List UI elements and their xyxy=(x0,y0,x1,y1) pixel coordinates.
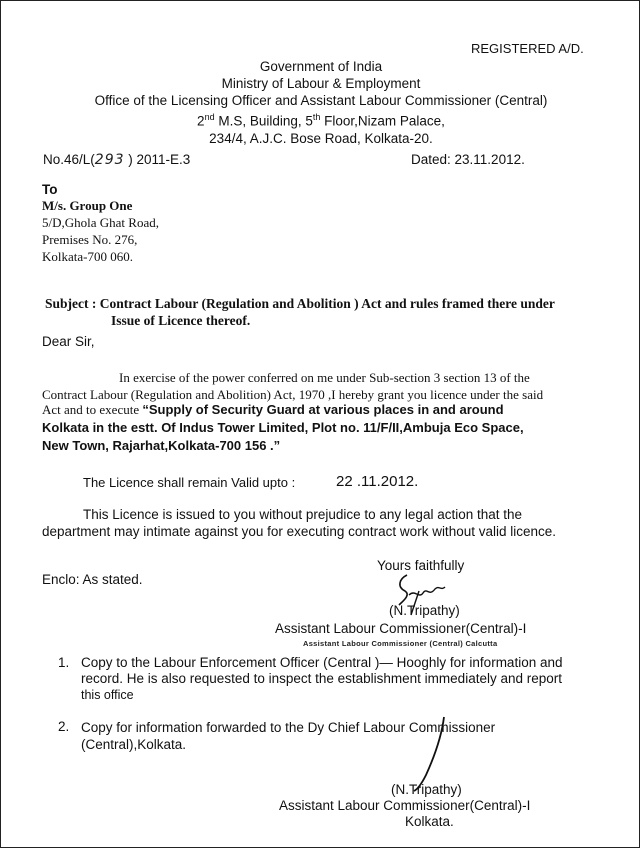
addressee-name: M/s. Group One xyxy=(42,198,133,213)
signatory-name-1: (N.Tripathy) xyxy=(389,603,460,618)
body-para3-line2: department may intimate against you for executing contract work without valid licence. xyxy=(42,524,557,539)
signatory-title-2: Assistant Labour Commissioner(Central)-I xyxy=(279,798,531,813)
copy-1-number: 1. xyxy=(58,655,70,670)
letterhead-office: Office of the Licensing Officer and Assistant Labour Commissioner (Central) xyxy=(94,93,548,108)
copy-2-number: 2. xyxy=(58,719,70,734)
copy-2-text: Copy for information forwarded to the Dy Chief Labour Commissioner (Central),Kolkata. xyxy=(81,720,496,752)
registered-ad-label: REGISTERED A/D. xyxy=(471,41,584,56)
reference-handwritten: 293 xyxy=(94,152,125,168)
copy-1-text: Copy to the Labour Enforcement Officer (Central )— Hooghly for information and record. He is also requested to inspect the establishment immediately and report this office xyxy=(81,655,563,702)
validity-label: The Licence shall remain Valid upto : xyxy=(83,475,296,490)
salutation: Dear Sir, xyxy=(42,334,95,349)
body-para1-line3: Act and to execute “Supply of Security Guard at various places in and around xyxy=(42,402,504,417)
to-label: To xyxy=(42,182,58,197)
yours-faithfully: Yours faithfully xyxy=(377,558,465,573)
addressee-address: 5/D,Ghola Ghat Road, Premises No. 276, Kolkata-700 060. xyxy=(42,215,159,264)
body-para1-line2: Contract Labour (Regulation and Abolition) Act, 1970 ,I hereby grant you licence under the said xyxy=(42,387,544,402)
licence-scope-3: New Town, Rajarhat,Kolkata-700 156 .” xyxy=(42,438,281,453)
signatory-place: Kolkata. xyxy=(405,814,454,829)
licence-scope-2: Kolkata in the estt. Of Indus Tower Limited, Plot no. 11/F/II,Ambuja Eco Space, xyxy=(42,420,524,435)
signatory-title-1: Assistant Labour Commissioner(Central)-I xyxy=(275,621,527,636)
office-stamp: Assistant Labour Commissioner (Central) Calcutta xyxy=(303,639,498,648)
body-para1-line1: In exercise of the power conferred on me under Sub-section 3 section 13 of the xyxy=(119,370,530,385)
body-para3-line1: This Licence is issued to you without prejudice to any legal action that the xyxy=(83,507,523,522)
letterhead-government: Government of India xyxy=(259,59,383,74)
letterhead xyxy=(1,58,641,147)
licence-scope-1: “Supply of Security Guard at various places in and around xyxy=(142,402,504,417)
subject-line-2: Issue of Licence thereof. xyxy=(111,313,251,328)
enclosure-note: Enclo: As stated. xyxy=(42,572,143,587)
reference-number: No.46/L(293 ) 2011-E.3 xyxy=(43,152,191,168)
signature-2 xyxy=(406,713,456,793)
signatory-name-2: (N.Tripathy) xyxy=(391,782,462,797)
date-line: Dated: 23.11.2012. xyxy=(411,152,525,167)
letterhead-address-2: 234/4, A.J.C. Bose Road, Kolkata-20. xyxy=(209,130,433,146)
letterhead-address-1: 2nd M.S, Building, 5th Floor,Nizam Palace, xyxy=(197,112,445,129)
letterhead-ministry: Ministry of Labour & Employment xyxy=(221,76,421,91)
subject-line-1: Subject : Contract Labour (Regulation and Abolition ) Act and rules framed there under xyxy=(45,296,555,311)
validity-date: 22 .11.2012. xyxy=(336,473,419,490)
